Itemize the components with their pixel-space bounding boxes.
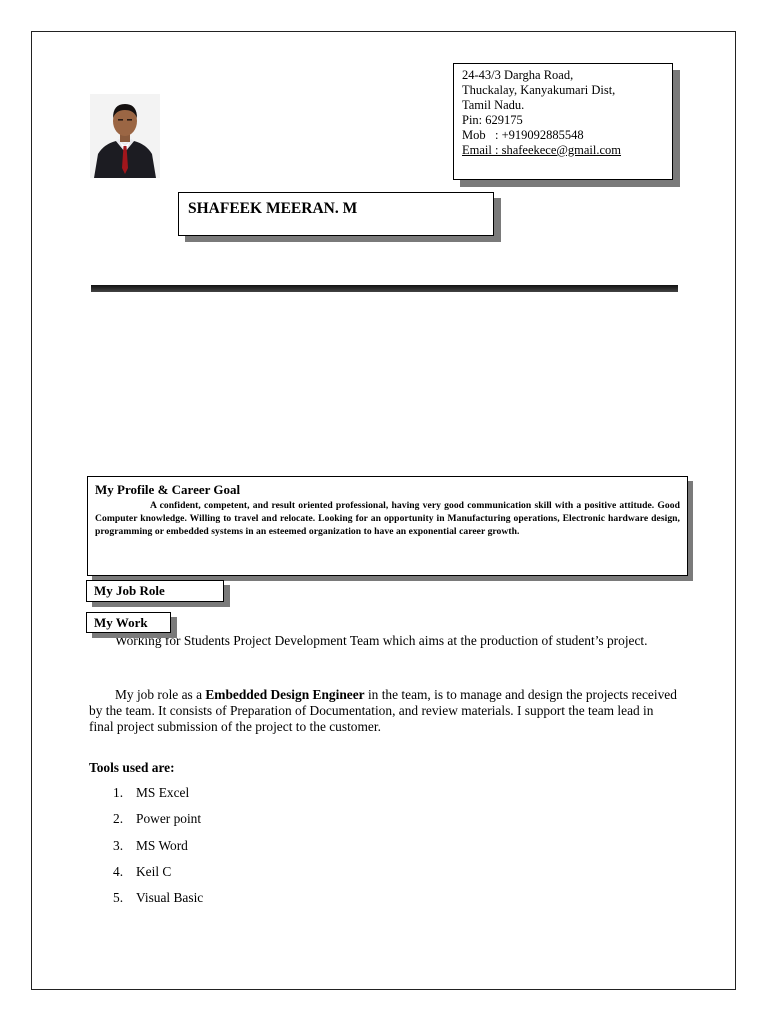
work-paragraph-1: Working for Students Project Development Team which aims at the production of student’s project. [115,633,648,648]
address-pin: Pin: 629175 [462,113,523,127]
list-item [113,890,203,916]
profile-photo [90,94,160,178]
work-p2-after: in the team, is to manage and design the projects received by the team. It consists of Preparation of Documentation, and review materials. I support the team lead in final project submission of the project to the customer. [89,687,677,734]
my-work-heading: My Work [94,615,148,630]
work-p2-before: My job role as a [115,687,206,702]
list-number: 5. [113,890,124,906]
candidate-name: SHAFEEK MEERAN. M [188,200,358,217]
address-line-2: Thuckalay, Kanyakumari Dist, [462,83,616,97]
address-box [453,63,673,180]
work-paragraph-2 [89,687,677,735]
address-mobile: Mob : +919092885548 [462,128,584,142]
address-email[interactable]: Email : shafeekece@gmail.com [462,143,622,157]
my-work-label [86,612,171,633]
work-p2-role: Embedded Design Engineer [205,687,365,702]
tools-list [113,785,203,916]
list-item [113,785,203,811]
person-photo-icon [90,94,160,178]
list-number: 3. [113,837,124,853]
name-box [178,192,494,236]
address-line-3: Tamil Nadu. [462,98,525,112]
tool-label: Visual Basic [136,890,204,906]
profile-text: A confident, competent, and result oriented professional, having very good communication skill with a positive attitude. Good Computer knowledge. Willing to travel and relocate. Looking for an opportunity in Manufacturing operations, Electronic hardware design, programming or embedded systems in an esteemed organization to have an exponential career growth. [95,500,680,538]
list-item [113,864,203,890]
list-number: 4. [113,863,124,879]
job-role-heading: My Job Role [94,583,165,598]
list-item [113,838,203,864]
tool-label: MS Excel [136,785,190,800]
list-number: 1. [113,785,124,800]
profile-section [87,476,688,576]
tool-label: Keil C [136,863,172,879]
address-line-1: 24-43/3 Dargha Road, [462,68,574,82]
profile-heading: My Profile & Career Goal [95,482,241,497]
tools-heading: Tools used are: [89,760,175,775]
job-role-label [86,580,224,602]
header-divider [91,285,678,292]
tool-label: Power point [136,811,202,827]
tool-label: MS Word [136,837,188,853]
list-item [113,811,203,837]
list-number: 2. [113,811,124,827]
